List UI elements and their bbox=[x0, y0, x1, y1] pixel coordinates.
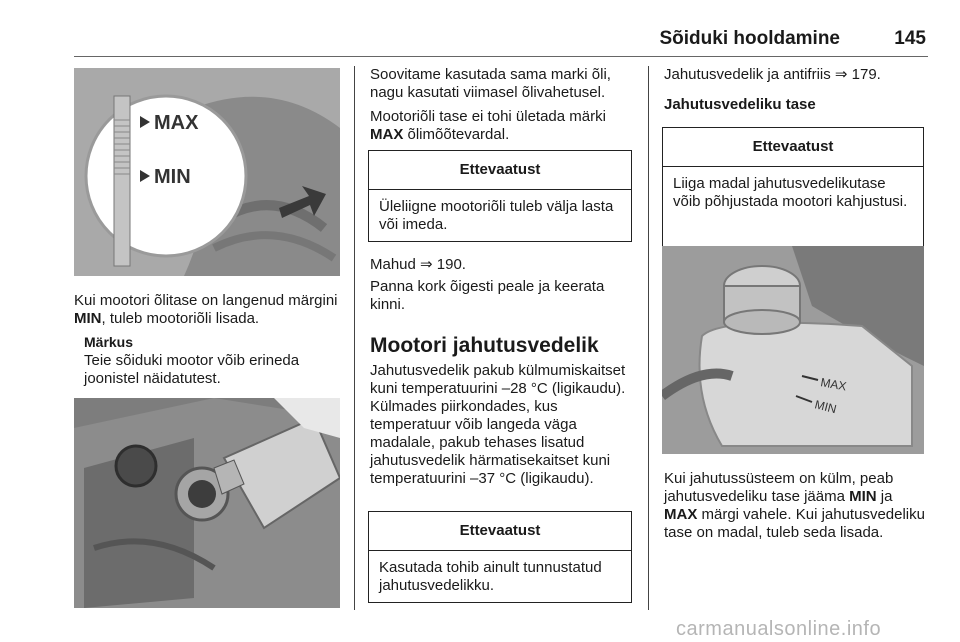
min-mark-label: MIN bbox=[154, 166, 191, 188]
capacities-reference: Mahud ⇒ 190. bbox=[370, 256, 466, 273]
header-rule bbox=[74, 56, 928, 57]
warning-text: Kasutada tohib ainult tunnustatud jahutusvedelikku. bbox=[379, 559, 602, 594]
warning-box-approved-coolant bbox=[368, 511, 632, 603]
note-text: Teie sõiduki mootor võib erineda joonistel näidatutest. bbox=[84, 352, 300, 387]
oil-dipstick-image bbox=[74, 68, 340, 276]
coolant-section-title: Mootori jahutusvedelik bbox=[370, 334, 599, 357]
coolant-antifreeze-reference: Jahutusvedelik ja antifriis ⇒ 179. bbox=[664, 66, 881, 83]
coolant-reservoir-image bbox=[662, 246, 924, 454]
warning-box-excess-oil bbox=[368, 150, 632, 242]
same-oil-paragraph: Soovitame kasutada sama marki õli, nagu kasutati viimasel õlivahetusel. bbox=[370, 66, 611, 101]
oil-low-paragraph: Kui mootori õlitase on langenud märgini MIN, tuleb mootoriõli lisada. bbox=[74, 292, 338, 327]
note-title: Märkus bbox=[84, 334, 134, 350]
warning-text: Liiga madal jahutusvedelikutase võib põhjustada mootori kahjustusi. bbox=[673, 175, 908, 210]
warning-box-low-coolant bbox=[662, 127, 924, 264]
warning-title: Ettevaatust bbox=[369, 151, 631, 190]
warning-text: Üleliigne mootoriõli tuleb välja lasta või imeda. bbox=[379, 198, 614, 233]
max-level-paragraph: Mootoriõli tase ei tohi ületada märki MAX õlimõõtevardal. bbox=[370, 108, 606, 143]
coolant-level-paragraph: Kui jahutussüsteem on külm, peab jahutusvedeliku tase jääma MIN ja MAX märgi vahele. Kui jahutusvedeliku tase on madal, tuleb seda lisada. bbox=[664, 470, 925, 541]
warning-title: Ettevaatust bbox=[369, 512, 631, 551]
column-divider-2 bbox=[648, 66, 649, 610]
coolant-level-title: Jahutusvedeliku tase bbox=[664, 96, 816, 113]
page-number: 145 bbox=[894, 28, 926, 49]
warning-title: Ettevaatust bbox=[663, 128, 923, 167]
column-divider-1 bbox=[354, 66, 355, 610]
watermark-text: carmanualsonline.info bbox=[676, 618, 882, 640]
reservoir-min-label: MIN bbox=[813, 397, 839, 417]
cap-paragraph: Panna kork õigesti peale ja keerata kinni. bbox=[370, 278, 605, 313]
oil-pouring-image bbox=[74, 398, 340, 608]
reservoir-max-label: MAX bbox=[819, 375, 848, 394]
max-mark-label: MAX bbox=[154, 112, 199, 134]
coolant-paragraph: Jahutusvedelik pakub külmumiskaitset kuni temperatuurini –28 °C (ligikaudu). Külmades piirkondades, kus temperatuur võib langeda väga madalale, pakub tehases lisatud jahutusvedelik härmatisekaitset kuni temperatuurini –37 °C (ligikaudu). bbox=[370, 362, 626, 487]
page-header-title: Sõiduki hooldamine bbox=[659, 28, 840, 49]
